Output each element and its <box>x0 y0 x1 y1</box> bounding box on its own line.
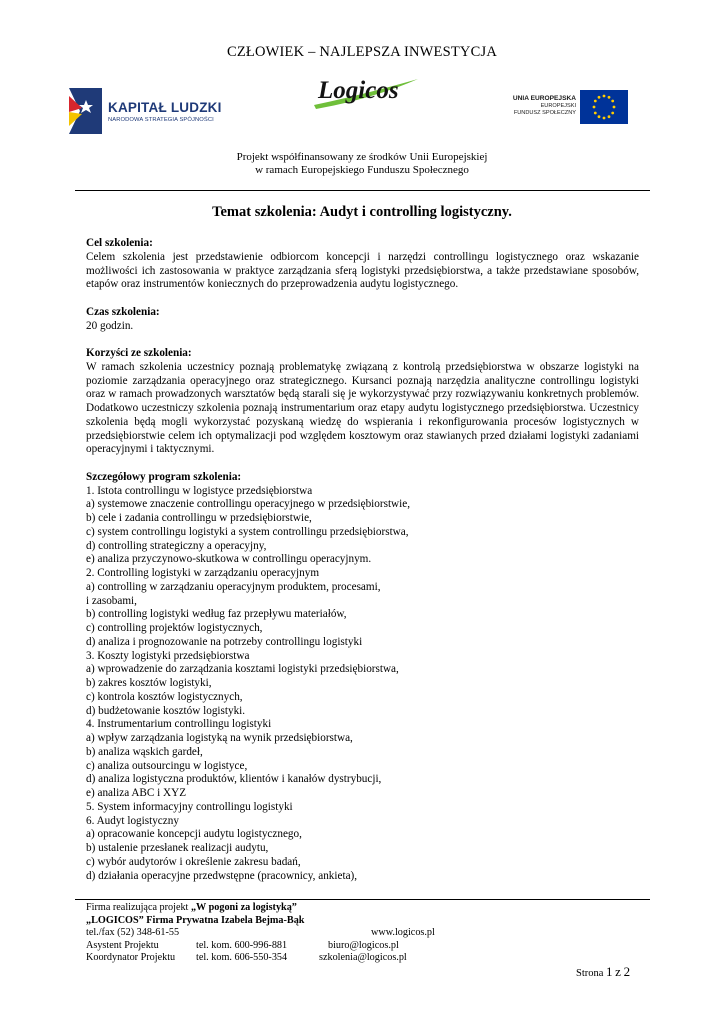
list-item: a) controlling w zarządzaniu operacyjnym produktem, procesami, <box>86 580 381 593</box>
footer-company-prefix: Firma realizująca projekt <box>86 902 191 913</box>
list-item: 6. Audyt logistyczny <box>86 814 179 827</box>
footer <box>86 902 586 965</box>
footer-assistant-label: Asystent Projektu <box>86 939 159 951</box>
cofinance-line-1: Projekt współfinansowany ze środków Unii Europejskiej <box>236 151 488 163</box>
list-item: e) analiza ABC i XYZ <box>86 787 187 799</box>
list-item: d) analiza i prognozowanie na potrzeby controllingu logistyki <box>86 635 363 648</box>
list-item: b) ustalenie przesłanek realizacji audytu, <box>86 842 269 854</box>
list-item: 2. Controlling logistyki w zarządzaniu operacyjnym <box>86 567 320 579</box>
program-heading: Szczegółowy program szkolenia: <box>86 470 242 483</box>
goal-heading: Cel szkolenia: <box>86 237 153 249</box>
logicos-wordmark: Logicos <box>318 77 399 104</box>
program-list <box>86 485 639 884</box>
page-sep: z <box>615 964 621 979</box>
list-item: a) wpływ zarządzania logistyką na wynik przedsiębiorstwa, <box>86 732 353 744</box>
logicos-logo <box>312 75 422 111</box>
benefits-text: W ramach szkolenia uczestnicy poznają problematykę związaną z kontrolą przedsiębiorstwa w obszarze logistyki na poziomie zarządzania operacyjnego oraz strategicznego. Kursanci poznają narzędzia analityczne controllingu logistyki oraz w ramach prowadzonych warsztatów będą starali się je wykorzystywać przy rozwiązywaniu konkretnych problemów. Dodatkowo uczestniczy szkolenia poznają instrumentarium oraz etapy audytu logistycznego przedsiębiorstwa. Uczestnicy szkolenia będą mogli wykorzystać pozyskaną wiedzę do wspierania i rekonfigurowania procesów logistycznych w przedsiębiorstwie celem ich optymalizacji pod względem kosztowym oraz stawianych przed działami logistyki zadaniami operacyjnymi i taktycznymi. <box>86 360 639 456</box>
list-item: d) controlling strategiczny a operacyjny, <box>86 539 267 552</box>
duration-text: 20 godzin. <box>86 319 134 332</box>
list-item: b) controlling logistyki według faz przepływu materiałów, <box>86 608 347 621</box>
list-item: 4. Instrumentarium controllingu logistyki <box>86 718 272 731</box>
footer-line-5 <box>86 952 586 965</box>
footer-website[interactable]: www.logicos.pl <box>371 927 435 938</box>
eu-logo-line1: UNIA EUROPEJSKA <box>512 95 576 102</box>
kapital-ludzki-name: KAPITAŁ LUDZKI <box>108 100 222 115</box>
header-title: CZŁOWIEK – NAJLEPSZA INWESTYCJA <box>226 44 497 60</box>
list-item: c) analiza outsourcingu w logistyce, <box>86 759 248 772</box>
list-item: d) działania operacyjne przedwstępne (pracownicy, ankieta), <box>86 869 358 882</box>
document-body <box>86 237 639 883</box>
list-item: c) kontrola kosztów logistycznych, <box>86 690 243 703</box>
list-item: i zasobami, <box>86 594 137 607</box>
footer-phone: tel./fax (52) 348-61-55 <box>86 927 180 938</box>
footer-company-name: „LOGICOS” Firma Prywatna Izabela Bejma-Bąk <box>86 914 305 926</box>
kapital-ludzki-logo <box>66 86 236 136</box>
footer-line-1 <box>86 902 586 915</box>
footer-coordinator-label: Koordynator Projektu <box>86 952 176 963</box>
eu-logo <box>496 90 632 126</box>
footer-line-2 <box>86 915 586 928</box>
cofinance-line-2: w ramach Europejskiego Funduszu Społecznego <box>255 164 469 176</box>
list-item: b) zakres kosztów logistyki, <box>86 677 212 689</box>
goal-text: Celem szkolenia jest przedstawienie odbiorcom koncepcji i narzędzi controllingu logistycznego oraz wskazanie możliwości ich zastosowania w praktyce zarządzania sferą logistyki przedsiębiorstwa, a także przedstawiane sposobów, etapów oraz instrumentów koniecznych do przeprowadzenia audytu logistycznego. <box>86 250 639 291</box>
list-item: d) analiza logistyczna produktów, klientów i kanałów dystrybucji, <box>86 773 382 786</box>
duration-heading: Czas szkolenia: <box>86 305 160 318</box>
kapital-ludzki-subtitle: NARODOWA STRATEGIA SPÓJNOŚCI <box>108 117 214 123</box>
list-item: c) system controllingu logistyki a system controllingu przedsiębiorstwa, <box>86 525 409 538</box>
page-current: 1 <box>606 964 613 979</box>
list-item: 3. Koszty logistyki przedsiębiorstwa <box>86 649 250 662</box>
list-item: c) wybór audytorów i określenie zakresu badań, <box>86 855 301 868</box>
footer-coordinator-email[interactable]: szkolenia@logicos.pl <box>319 952 407 963</box>
list-item: e) analiza przyczynowo-skutkowa w controllingu operacyjnym. <box>86 553 372 566</box>
footer-project-name: „W pogoni za logistyką” <box>190 902 297 913</box>
cofinance-note <box>0 151 724 177</box>
list-item: b) cele i zadania controllingu w przedsiębiorstwie, <box>86 512 312 524</box>
list-item: a) wprowadzenie do zarządzania kosztami logistyki przedsiębiorstwa, <box>86 663 399 676</box>
kapital-ludzki-emblem-icon <box>66 86 104 136</box>
list-item: a) systemowe znaczenie controllingu operacyjnego w przedsiębiorstwie, <box>86 498 411 511</box>
eu-logo-line2: EUROPEJSKI <box>540 103 576 109</box>
list-item: 1. Istota controllingu w logistyce przedsiębiorstwa <box>86 484 313 497</box>
footer-assistant-phone: tel. kom. 600-996-881 <box>196 939 288 951</box>
list-item: a) opracowanie koncepcji audytu logistycznego, <box>86 828 302 841</box>
list-item: 5. System informacyjny controllingu logistyki <box>86 800 293 813</box>
eu-logo-line3: FUNDUSZ SPOŁECZNY <box>513 110 576 116</box>
training-topic: Temat szkolenia: Audyt i controlling logistyczny. <box>212 204 512 220</box>
footer-assistant-email[interactable]: biuro@logicos.pl <box>328 939 399 951</box>
page-label: Strona <box>576 968 604 979</box>
benefits-heading: Korzyści ze szkolenia: <box>86 347 192 359</box>
list-item: c) controlling projektów logistycznych, <box>86 622 263 634</box>
page-number <box>576 964 630 980</box>
footer-coordinator-phone: tel. kom. 606-550-354 <box>196 952 288 963</box>
list-item: b) analiza wąskich gardeł, <box>86 745 203 758</box>
eu-logo-text <box>513 94 576 117</box>
list-item: d) budżetowanie kosztów logistyki. <box>86 704 246 717</box>
footer-line-3 <box>86 927 586 940</box>
page-total: 2 <box>623 964 631 979</box>
eu-flag-icon <box>580 90 628 124</box>
header-divider <box>75 190 650 191</box>
footer-line-4 <box>86 940 586 953</box>
footer-divider <box>75 899 650 900</box>
